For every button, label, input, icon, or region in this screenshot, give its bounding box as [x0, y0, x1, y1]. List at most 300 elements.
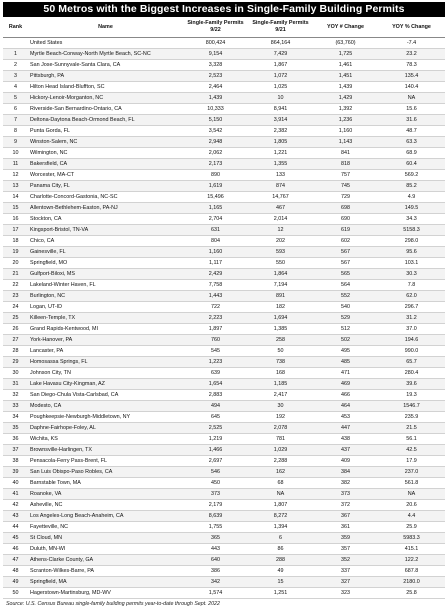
cell-rank: 2 [3, 59, 28, 70]
cell-permits-922: 722 [183, 301, 248, 312]
cell-yoy-change: 438 [313, 433, 378, 444]
cell-yoy-change: 1,236 [313, 114, 378, 125]
table-row [3, 532, 445, 543]
cell-yoy-pct: 122.2 [378, 554, 445, 565]
cell-permits-921: 12 [248, 224, 313, 235]
cell-permits-922: 631 [183, 224, 248, 235]
cell-metro: Pensacola-Ferry Pass-Brent, FL [28, 455, 183, 466]
cell-rank: 34 [3, 411, 28, 422]
cell-rank: 30 [3, 367, 28, 378]
cell-metro: Brownsville-Harlingen, TX [28, 444, 183, 455]
cell-yoy-change: 1,392 [313, 103, 378, 114]
cell-permits-921: 1,694 [248, 312, 313, 323]
cell-yoy-change: 485 [313, 356, 378, 367]
cell-rank: 10 [3, 147, 28, 158]
cell-yoy-change: 357 [313, 543, 378, 554]
cell-yoy-pct: NA [378, 488, 445, 499]
cell-yoy-pct: 85.2 [378, 180, 445, 191]
cell-permits-921: 738 [248, 356, 313, 367]
cell-rank: 40 [3, 477, 28, 488]
cell-permits-921: 1,867 [248, 59, 313, 70]
cell-yoy-pct: 280.4 [378, 367, 445, 378]
cell-yoy-change: 1,429 [313, 92, 378, 103]
cell-yoy-change: 359 [313, 532, 378, 543]
cell-yoy-pct: 5158.3 [378, 224, 445, 235]
cell-yoy-pct: 56.1 [378, 433, 445, 444]
cell-yoy-pct: 569.2 [378, 169, 445, 180]
cell-yoy-change: 337 [313, 565, 378, 576]
table-row [3, 213, 445, 224]
cell-permits-922: 1,654 [183, 378, 248, 389]
cell-permits-921: 1,029 [248, 444, 313, 455]
cell-yoy-pct: 194.6 [378, 334, 445, 345]
cell-metro: Lakeland-Winter Haven, FL [28, 279, 183, 290]
cell-permits-922: 2,173 [183, 158, 248, 169]
cell-rank: 48 [3, 565, 28, 576]
cell-metro: York-Hanover, PA [28, 334, 183, 345]
cell-yoy-change: 567 [313, 246, 378, 257]
cell-yoy-change: 565 [313, 268, 378, 279]
cell-rank: 17 [3, 224, 28, 235]
cell-permits-922: 640 [183, 554, 248, 565]
cell-permits-921: 2,382 [248, 125, 313, 136]
cell-permits-922: 1,117 [183, 257, 248, 268]
cell-yoy-pct: 68.9 [378, 147, 445, 158]
cell-permits-922: 494 [183, 400, 248, 411]
cell-yoy-change: (63,760) [313, 37, 378, 48]
cell-permits-921: 1,221 [248, 147, 313, 158]
cell-rank: 36 [3, 433, 28, 444]
header-metro: Name [28, 17, 183, 37]
cell-yoy-change: 729 [313, 191, 378, 202]
table-row [3, 521, 445, 532]
cell-rank: 5 [3, 92, 28, 103]
cell-yoy-pct: 65.7 [378, 356, 445, 367]
cell-yoy-change: 447 [313, 422, 378, 433]
cell-rank: 38 [3, 455, 28, 466]
table-row [3, 400, 445, 411]
cell-yoy-pct: 561.8 [378, 477, 445, 488]
table-row [3, 389, 445, 400]
cell-rank: 42 [3, 499, 28, 510]
cell-metro: Punta Gorda, FL [28, 125, 183, 136]
cell-yoy-pct: 4.9 [378, 191, 445, 202]
cell-rank: 31 [3, 378, 28, 389]
cell-permits-922: 2,883 [183, 389, 248, 400]
cell-permits-921: 168 [248, 367, 313, 378]
cell-rank: 1 [3, 48, 28, 59]
cell-permits-922: 2,948 [183, 136, 248, 147]
cell-yoy-pct: 237.0 [378, 466, 445, 477]
cell-yoy-change: 453 [313, 411, 378, 422]
cell-permits-922: 386 [183, 565, 248, 576]
cell-permits-921: 8,272 [248, 510, 313, 521]
table-row [3, 169, 445, 180]
cell-yoy-change: 437 [313, 444, 378, 455]
cell-permits-921: 49 [248, 565, 313, 576]
cell-metro: Lancaster, PA [28, 345, 183, 356]
cell-permits-922: 2,697 [183, 455, 248, 466]
cell-metro: Gainesville, FL [28, 246, 183, 257]
cell-permits-922: 1,439 [183, 92, 248, 103]
cell-permits-921: 133 [248, 169, 313, 180]
table-row [3, 257, 445, 268]
cell-rank [3, 37, 28, 48]
cell-permits-921: 550 [248, 257, 313, 268]
table-row [3, 433, 445, 444]
cell-permits-921: 14,767 [248, 191, 313, 202]
cell-yoy-pct: 23.2 [378, 48, 445, 59]
table-row [3, 125, 445, 136]
cell-permits-922: 9,154 [183, 48, 248, 59]
cell-metro: Deltona-Daytona Beach-Ormond Beach, FL [28, 114, 183, 125]
cell-permits-921: 162 [248, 466, 313, 477]
cell-metro: United States [28, 37, 183, 48]
cell-permits-921: 182 [248, 301, 313, 312]
table-row [3, 312, 445, 323]
cell-yoy-pct: 31.6 [378, 114, 445, 125]
cell-yoy-pct: 298.0 [378, 235, 445, 246]
cell-yoy-change: 373 [313, 488, 378, 499]
cell-metro: Los Angeles-Long Beach-Anaheim, CA [28, 510, 183, 521]
table-row [3, 488, 445, 499]
cell-metro: Myrtle Beach-Conway-North Myrtle Beach, SC-NC [28, 48, 183, 59]
cell-permits-922: 3,542 [183, 125, 248, 136]
table-row [3, 147, 445, 158]
cell-rank: 26 [3, 323, 28, 334]
cell-rank: 3 [3, 70, 28, 81]
cell-permits-922: 1,219 [183, 433, 248, 444]
cell-permits-922: 2,429 [183, 268, 248, 279]
cell-permits-922: 800,424 [183, 37, 248, 48]
cell-rank: 27 [3, 334, 28, 345]
cell-permits-922: 443 [183, 543, 248, 554]
cell-metro: Poughkeepsie-Newburgh-Middletown, NY [28, 411, 183, 422]
cell-yoy-change: 1,160 [313, 125, 378, 136]
cell-metro: Scranton-Wilkes-Barre, PA [28, 565, 183, 576]
cell-permits-922: 645 [183, 411, 248, 422]
cell-metro: Springfield, MA [28, 576, 183, 587]
cell-rank: 37 [3, 444, 28, 455]
table-body [3, 37, 445, 598]
cell-yoy-pct: 19.3 [378, 389, 445, 400]
table-row [3, 510, 445, 521]
cell-yoy-change: 567 [313, 257, 378, 268]
table-row [3, 554, 445, 565]
cell-metro: Pittsburgh, PA [28, 70, 183, 81]
cell-rank: 39 [3, 466, 28, 477]
cell-metro: Chico, CA [28, 235, 183, 246]
cell-metro: Modesto, CA [28, 400, 183, 411]
cell-permits-922: 890 [183, 169, 248, 180]
table-row [3, 279, 445, 290]
table-row [3, 103, 445, 114]
cell-yoy-change: 327 [313, 576, 378, 587]
cell-yoy-pct: -7.4 [378, 37, 445, 48]
cell-metro: Hickory-Lenoir-Morganton, NC [28, 92, 183, 103]
cell-yoy-pct: 48.7 [378, 125, 445, 136]
cell-rank: 8 [3, 125, 28, 136]
cell-yoy-change: 564 [313, 279, 378, 290]
cell-permits-921: 7,194 [248, 279, 313, 290]
cell-yoy-change: 690 [313, 213, 378, 224]
cell-rank: 29 [3, 356, 28, 367]
cell-rank: 16 [3, 213, 28, 224]
table-row [3, 587, 445, 598]
cell-permits-922: 8,639 [183, 510, 248, 521]
cell-rank: 18 [3, 235, 28, 246]
cell-permits-921: 50 [248, 345, 313, 356]
cell-yoy-pct: 2180.0 [378, 576, 445, 587]
cell-permits-921: 30 [248, 400, 313, 411]
cell-metro: Winston-Salem, NC [28, 136, 183, 147]
cell-permits-921: 1,394 [248, 521, 313, 532]
cell-metro: Allentown-Bethlehem-Easton, PA-NJ [28, 202, 183, 213]
cell-permits-921: 2,417 [248, 389, 313, 400]
table-row [3, 334, 445, 345]
cell-permits-922: 1,619 [183, 180, 248, 191]
table-row [3, 290, 445, 301]
table-row [3, 59, 445, 70]
cell-permits-921: 874 [248, 180, 313, 191]
cell-permits-922: 2,523 [183, 70, 248, 81]
cell-yoy-change: 323 [313, 587, 378, 598]
cell-yoy-change: 540 [313, 301, 378, 312]
cell-rank: 14 [3, 191, 28, 202]
cell-metro: Worcester, MA-CT [28, 169, 183, 180]
cell-metro: Riverside-San Bernardino-Ontario, CA [28, 103, 183, 114]
table-row [3, 499, 445, 510]
cell-permits-922: 7,758 [183, 279, 248, 290]
cell-rank: 7 [3, 114, 28, 125]
cell-rank: 13 [3, 180, 28, 191]
cell-permits-921: 1,025 [248, 81, 313, 92]
header-row [3, 17, 445, 37]
cell-permits-921: 2,288 [248, 455, 313, 466]
cell-rank: 28 [3, 345, 28, 356]
cell-yoy-change: 382 [313, 477, 378, 488]
cell-yoy-pct: 21.5 [378, 422, 445, 433]
cell-yoy-change: 1,439 [313, 81, 378, 92]
cell-permits-922: 546 [183, 466, 248, 477]
cell-permits-922: 760 [183, 334, 248, 345]
cell-permits-922: 1,574 [183, 587, 248, 598]
cell-permits-922: 450 [183, 477, 248, 488]
cell-yoy-pct: 37.0 [378, 323, 445, 334]
table-row [3, 202, 445, 213]
header-yoy-change: YOY # Change [313, 17, 378, 37]
table-row [3, 444, 445, 455]
cell-rank: 49 [3, 576, 28, 587]
cell-rank: 46 [3, 543, 28, 554]
cell-metro: Bakersfield, CA [28, 158, 183, 169]
table-row [3, 301, 445, 312]
cell-permits-921: 8,941 [248, 103, 313, 114]
cell-metro: Hilton Head Island-Bluffton, SC [28, 81, 183, 92]
cell-rank: 6 [3, 103, 28, 114]
cell-permits-921: 2,014 [248, 213, 313, 224]
cell-rank: 19 [3, 246, 28, 257]
cell-rank: 24 [3, 301, 28, 312]
cell-yoy-change: 361 [313, 521, 378, 532]
cell-yoy-change: 841 [313, 147, 378, 158]
cell-permits-922: 639 [183, 367, 248, 378]
table-row [3, 455, 445, 466]
header-yoy-pct: YOY % Change [378, 17, 445, 37]
table-row [3, 92, 445, 103]
table-row [3, 158, 445, 169]
cell-yoy-pct: 39.6 [378, 378, 445, 389]
cell-permits-922: 2,525 [183, 422, 248, 433]
cell-metro: Killeen-Temple, TX [28, 312, 183, 323]
cell-yoy-change: 745 [313, 180, 378, 191]
cell-permits-921: 1,385 [248, 323, 313, 334]
cell-permits-921: 864,164 [248, 37, 313, 48]
cell-permits-922: 1,160 [183, 246, 248, 257]
cell-rank: 33 [3, 400, 28, 411]
cell-rank: 22 [3, 279, 28, 290]
table-row [3, 268, 445, 279]
cell-permits-921: 1,864 [248, 268, 313, 279]
cell-metro: Fayetteville, NC [28, 521, 183, 532]
cell-yoy-pct: 17.9 [378, 455, 445, 466]
cell-yoy-pct: 42.5 [378, 444, 445, 455]
cell-metro: Johnson City, TN [28, 367, 183, 378]
cell-permits-922: 10,333 [183, 103, 248, 114]
cell-permits-921: 891 [248, 290, 313, 301]
cell-yoy-pct: 60.4 [378, 158, 445, 169]
cell-rank: 20 [3, 257, 28, 268]
cell-permits-922: 804 [183, 235, 248, 246]
table-row [3, 246, 445, 257]
table-row [3, 422, 445, 433]
cell-permits-922: 342 [183, 576, 248, 587]
header-permits-922: Single-Family Permits 9/22 [183, 17, 248, 37]
cell-yoy-change: 495 [313, 345, 378, 356]
cell-metro: Springfield, MO [28, 257, 183, 268]
cell-yoy-pct: 103.1 [378, 257, 445, 268]
cell-permits-921: 1,072 [248, 70, 313, 81]
cell-rank: 44 [3, 521, 28, 532]
cell-permits-921: 467 [248, 202, 313, 213]
table-row [3, 180, 445, 191]
cell-yoy-change: 409 [313, 455, 378, 466]
cell-permits-922: 545 [183, 345, 248, 356]
cell-yoy-change: 512 [313, 323, 378, 334]
page-title: 50 Metros with the Biggest Increases in Single-Family Building Permits [3, 2, 445, 17]
header-rank: Rank [3, 17, 28, 37]
cell-metro: Burlington, NC [28, 290, 183, 301]
cell-permits-921: 68 [248, 477, 313, 488]
cell-yoy-pct: 1546.7 [378, 400, 445, 411]
cell-permits-921: 202 [248, 235, 313, 246]
cell-yoy-pct: 4.4 [378, 510, 445, 521]
table-row [3, 70, 445, 81]
cell-rank: 41 [3, 488, 28, 499]
cell-rank: 21 [3, 268, 28, 279]
cell-metro: Daphne-Fairhope-Foley, AL [28, 422, 183, 433]
cell-yoy-pct: 5983.3 [378, 532, 445, 543]
table-row [3, 235, 445, 246]
cell-rank: 35 [3, 422, 28, 433]
cell-metro: Duluth, MN-WI [28, 543, 183, 554]
cell-yoy-change: 552 [313, 290, 378, 301]
cell-yoy-change: 469 [313, 378, 378, 389]
cell-permits-922: 15,496 [183, 191, 248, 202]
cell-metro: Kingsport-Bristol, TN-VA [28, 224, 183, 235]
cell-rank: 45 [3, 532, 28, 543]
cell-permits-921: 86 [248, 543, 313, 554]
cell-metro: Logan, UT-ID [28, 301, 183, 312]
cell-permits-922: 1,897 [183, 323, 248, 334]
cell-metro: San Jose-Sunnyvale-Santa Clara, CA [28, 59, 183, 70]
cell-metro: St Cloud, MN [28, 532, 183, 543]
table-row [3, 378, 445, 389]
cell-permits-921: 288 [248, 554, 313, 565]
cell-permits-922: 1,165 [183, 202, 248, 213]
table-row [3, 345, 445, 356]
permits-table [3, 17, 445, 599]
cell-permits-921: 1,185 [248, 378, 313, 389]
cell-permits-922: 2,704 [183, 213, 248, 224]
cell-permits-921: 2,078 [248, 422, 313, 433]
cell-yoy-pct: 149.5 [378, 202, 445, 213]
table-row [3, 323, 445, 334]
cell-permits-922: 1,443 [183, 290, 248, 301]
cell-yoy-change: 1,143 [313, 136, 378, 147]
cell-metro: Wilmington, NC [28, 147, 183, 158]
cell-rank: 43 [3, 510, 28, 521]
cell-yoy-pct: 20.6 [378, 499, 445, 510]
cell-yoy-pct: 235.9 [378, 411, 445, 422]
cell-metro: Panama City, FL [28, 180, 183, 191]
cell-yoy-pct: 140.4 [378, 81, 445, 92]
cell-rank: 9 [3, 136, 28, 147]
cell-permits-921: 10 [248, 92, 313, 103]
cell-yoy-pct: 30.3 [378, 268, 445, 279]
table-row [3, 136, 445, 147]
cell-permits-921: 7,429 [248, 48, 313, 59]
cell-yoy-change: 1,725 [313, 48, 378, 59]
cell-yoy-pct: 31.2 [378, 312, 445, 323]
cell-permits-921: 1,807 [248, 499, 313, 510]
cell-yoy-pct: 25.8 [378, 587, 445, 598]
cell-metro: Stockton, CA [28, 213, 183, 224]
cell-metro: Charlotte-Concord-Gastonia, NC-SC [28, 191, 183, 202]
cell-metro: Wichita, KS [28, 433, 183, 444]
table-row [3, 224, 445, 235]
cell-metro: Asheville, NC [28, 499, 183, 510]
cell-yoy-change: 757 [313, 169, 378, 180]
cell-permits-921: 1,355 [248, 158, 313, 169]
cell-permits-921: 1,805 [248, 136, 313, 147]
cell-yoy-change: 352 [313, 554, 378, 565]
table-row [3, 48, 445, 59]
cell-permits-922: 1,223 [183, 356, 248, 367]
table-row [3, 114, 445, 125]
table-row [3, 356, 445, 367]
cell-permits-922: 1,755 [183, 521, 248, 532]
cell-yoy-change: 466 [313, 389, 378, 400]
cell-rank: 25 [3, 312, 28, 323]
cell-yoy-pct: 62.0 [378, 290, 445, 301]
table-row [3, 565, 445, 576]
cell-yoy-pct: NA [378, 92, 445, 103]
cell-rank: 15 [3, 202, 28, 213]
cell-yoy-change: 372 [313, 499, 378, 510]
cell-yoy-change: 1,451 [313, 70, 378, 81]
cell-yoy-change: 818 [313, 158, 378, 169]
